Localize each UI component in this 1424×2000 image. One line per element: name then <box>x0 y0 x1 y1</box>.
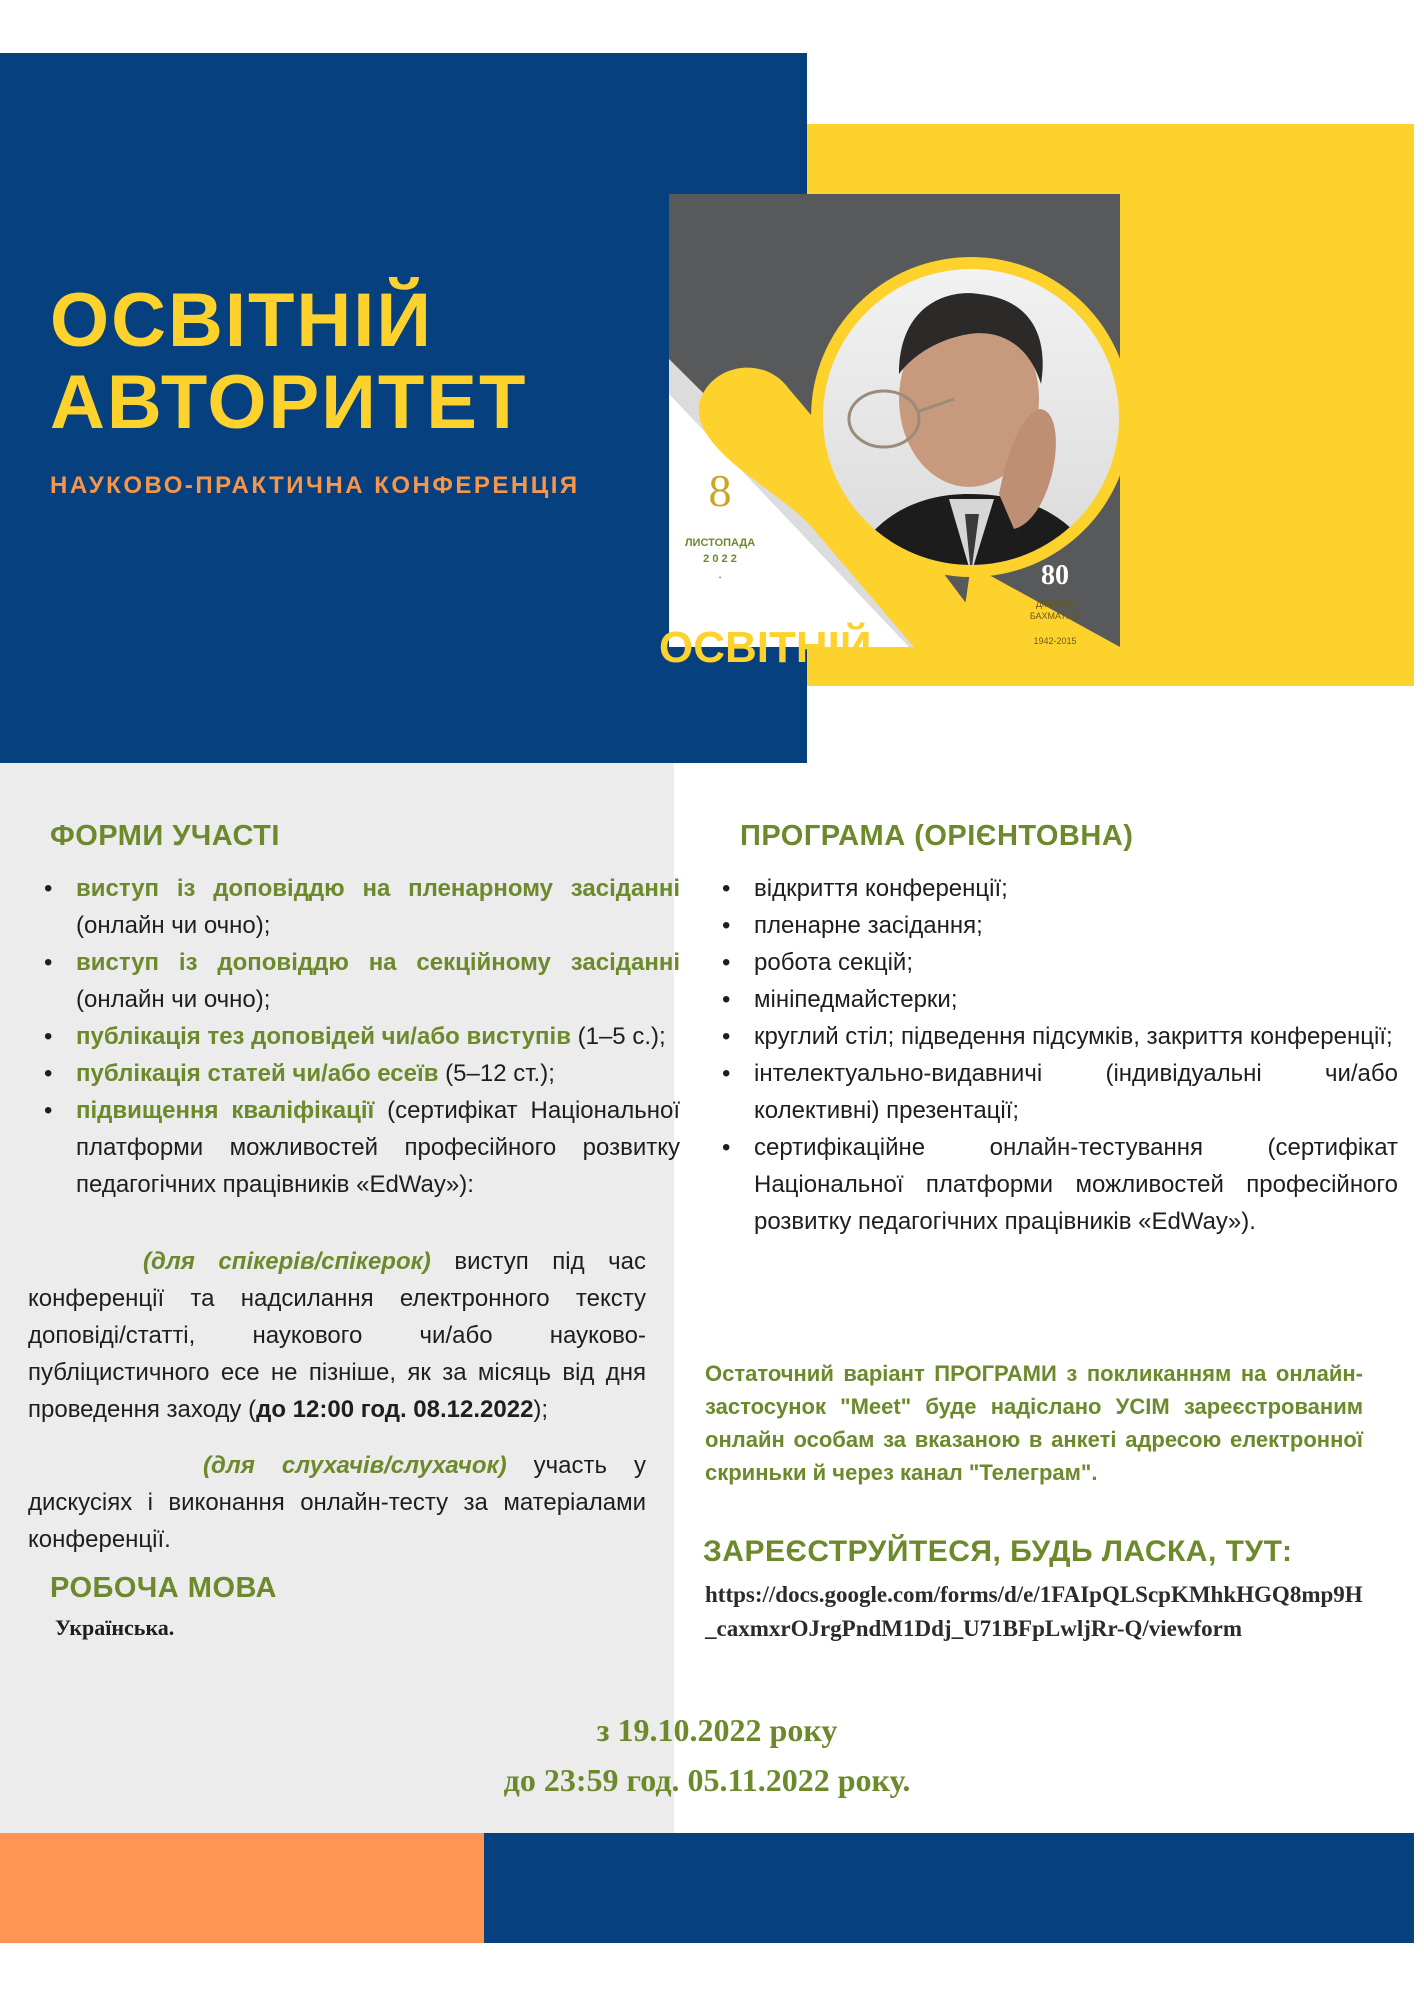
poster-day: 8 <box>708 465 732 516</box>
registration-link[interactable]: https://docs.google.com/forms/d/e/1FAIpQLScpKMhkHGQ8mp9H_caxmxrOJrgPndM1Ddj_U71BFpLwljRr-Q/viewform <box>705 1582 1363 1641</box>
deadline-to: до 23:59 год. 05.11.2022 року. <box>503 1762 911 1798</box>
poster-first-name: ДМИТРО <box>1035 599 1075 609</box>
poster-month: ЛИСТОПАДА <box>684 537 756 549</box>
list-item: • виступ із доповіддю на секційному засіданні (онлайн чи очно); <box>76 944 680 1018</box>
program-list <box>720 870 1398 1240</box>
footer-orange-bar <box>0 1833 484 1943</box>
final-program-note: Остаточний варіант ПРОГРАМИ з покликанням на онлайн-застосунок "Meet" буде надіслано УСІМ зареєстрованим онлайн особам за вказаною в анкеті адресою електронної скриньки й через канал "Телеграм". <box>705 1361 1363 1485</box>
poster-year: 2 0 2 2 <box>703 553 737 565</box>
list-item: • публікація статей чи/або есеїв (5–12 ст.); <box>76 1055 680 1092</box>
speakers-deadline: до 12:00 год. 08.12.2022 <box>256 1396 534 1423</box>
program-heading: ПРОГРАМА (ОРІЄНТОВНА) <box>740 820 1134 852</box>
poster-card <box>659 194 1120 672</box>
speakers-paragraph: (для спікерів/спікерок) виступ під час конференції та надсилання електронного тексту доповіді/статті, наукового чи/або науково-публіцистичного есе не пізніше, як за місяць від дня проведення заходу (до 12:00 год. 08.12.2022); <box>28 1248 646 1423</box>
speakers-label: (для спікерів/спікерок) <box>143 1248 431 1275</box>
language-value: Українська. <box>55 1615 175 1640</box>
forms-list <box>42 870 680 1203</box>
poster-years: 1942-2015 <box>1033 636 1077 646</box>
list-item: • інтелектуально-видавничі (індивідуальні чи/або колективні) презентації; <box>754 1055 1398 1129</box>
language-heading: РОБОЧА МОВА <box>50 1572 277 1604</box>
list-item: • виступ із доповіддю на пленарному засіданні (онлайн чи очно); <box>76 870 680 944</box>
deadline-from: з 19.10.2022 року <box>596 1712 838 1748</box>
list-item: • публікація тез доповідей чи/або виступів (1–5 с.); <box>76 1018 680 1055</box>
poster-dot: . <box>718 567 722 581</box>
listeners-label: (для слухачів/слухачок) <box>203 1452 507 1479</box>
conference-subtitle: НАУКОВО-ПРАКТИЧНА КОНФЕРЕНЦІЯ <box>50 472 580 499</box>
list-item: • круглий стіл; підведення підсумків, закриття конференції; <box>754 1018 1398 1055</box>
list-item: • мініпедмайстерки; <box>754 981 1398 1018</box>
poster-anniversary: 80 <box>1041 560 1069 591</box>
page-title <box>50 280 610 444</box>
list-item: • відкриття конференції; <box>754 870 1398 907</box>
poster-graphic <box>659 194 1120 672</box>
list-item: • підвищення кваліфікації (сертифікат Національної платформи можливостей професійного розвитку педагогічних працівників «EdWay»): <box>76 1092 680 1203</box>
footer-blue-bar <box>484 1833 1414 1943</box>
list-item: • сертифікаційне онлайн-тестування (сертифікат Національної платформи можливостей професійного розвитку педагогічних працівників «EdWay»). <box>754 1129 1398 1240</box>
listeners-paragraph: (для слухачів/слухачок) участь у дискусіях і виконання онлайн-тесту за матеріалами конференції. <box>28 1452 646 1553</box>
registration-heading: ЗАРЕЄСТРУЙТЕСЯ, БУДЬ ЛАСКА, ТУТ: <box>703 1535 1293 1568</box>
poster-bottom-text: ОСВІТНІЙ <box>659 623 872 672</box>
title-line-2: АВТОРИТЕТ <box>50 360 528 445</box>
forms-heading: ФОРМИ УЧАСТІ <box>50 820 280 852</box>
list-item: • робота секцій; <box>754 944 1398 981</box>
title-line-1: ОСВІТНІЙ <box>50 278 434 363</box>
poster-last-name: БАХМАТЮК <box>1029 611 1081 621</box>
list-item: • пленарне засідання; <box>754 907 1398 944</box>
